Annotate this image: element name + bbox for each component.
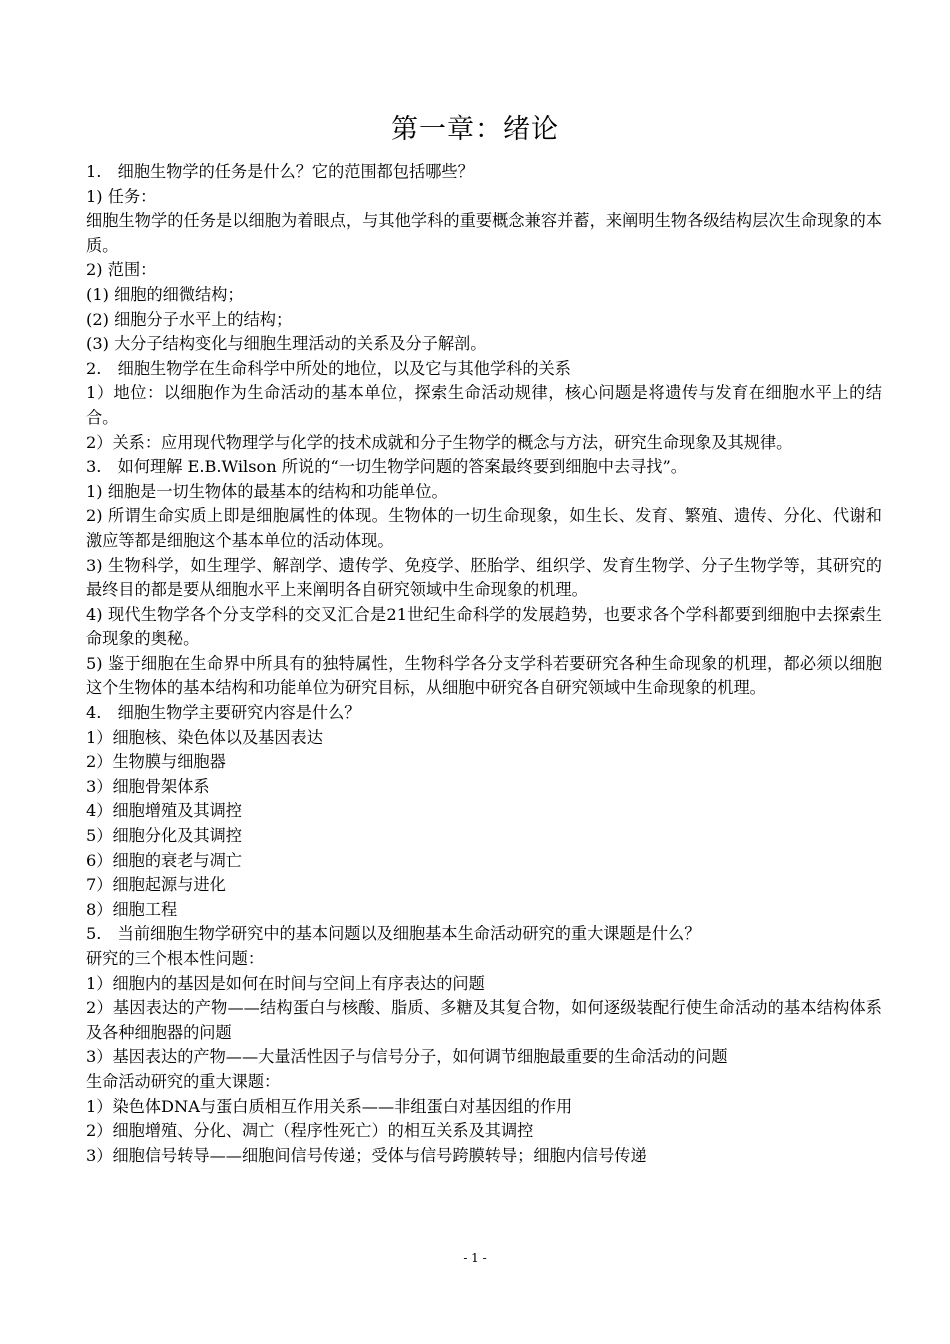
paragraph: 1）地位：以细胞作为生命活动的基本单位，探索生命活动规律，核心问题是将遗传与发育在细胞水平上的结合。 <box>86 383 882 427</box>
list-item: (2) 细胞分子水平上的结构； <box>86 309 293 329</box>
list-item: 8）细胞工程 <box>86 899 178 919</box>
document-body <box>86 160 882 1168</box>
paragraph: 细胞生物学的任务是以细胞为着眼点，与其他学科的重要概念兼容并蓄，来阐明生物各级结构层次生命现象的本质。 <box>86 211 882 255</box>
list-item: 3）基因表达的产物——大量活性因子与信号分子，如何调节细胞最重要的生命活动的问题 <box>86 1047 728 1067</box>
list-item: 2）细胞增殖、分化、凋亡（程序性死亡）的相互关系及其调控 <box>86 1121 534 1141</box>
question-1: 1. 细胞生物学的任务是什么？它的范围都包括哪些？ <box>86 162 474 181</box>
list-item: 3）细胞骨架体系 <box>86 776 210 796</box>
list-item: 2）生物膜与细胞器 <box>86 752 226 772</box>
list-item: (3) 大分子结构变化与细胞生理活动的关系及分子解剖。 <box>86 334 487 354</box>
list-item: 1）细胞核、染色体以及基因表达 <box>86 727 323 747</box>
list-item: (1) 细胞的细微结构； <box>86 284 244 304</box>
chapter-title: 第一章：绪论 <box>391 114 559 145</box>
list-item: 7）细胞起源与进化 <box>86 875 226 895</box>
paragraph: 5) 鉴于细胞在生命界中所具有的独特属性，生物科学各分支学科若要研究各种生命现象的机理，都必须以细胞这个生物体的基本结构和功能单位为研究目标，从细胞中研究各自研究领域中生命现象的机理。 <box>86 653 882 698</box>
paragraph: 2) 所谓生命实质上即是细胞属性的体现。生物体的一切生命现象，如生长、发育、繁殖、遗传、分化、代谢和激应等都是细胞这个基本单位的活动体现。 <box>86 506 882 550</box>
page-number: - 1 - <box>463 1251 487 1265</box>
section-label: 生命活动研究的重大课题： <box>86 1071 281 1091</box>
list-item: 2）基因表达的产物——结构蛋白与核酸、脂质、多糖及其复合物，如何逐级装配行使生命活动的基本结构体系及各种细胞器的问题 <box>86 998 882 1042</box>
paragraph: 2）关系：应用现代物理学与化学的技术成就和分子生物学的概念与方法，研究生命现象及其规律。 <box>86 432 793 452</box>
paragraph: 4) 现代生物学各个分支学科的交叉汇合是21世纪生命科学的发展趋势，也要求各个学科都要到细胞中去探索生命现象的奥秘。 <box>86 604 882 649</box>
section-label: 研究的三个根本性问题： <box>86 949 265 968</box>
question-3: 3. 如何理解 E.B.Wilson 所说的“一切生物学问题的答案最终要到细胞中去寻找”。 <box>86 457 687 477</box>
paragraph: 3) 生物科学，如生理学、解剖学、遗传学、免疫学、胚胎学、组织学、发育生物学、分子生物学等，其研究的最终目的都是要从细胞水平上来阐明各自研究领域中生命现象的机理。 <box>86 555 882 600</box>
paragraph: 2) 范围： <box>86 260 157 280</box>
paragraph: 1) 细胞是一切生物体的最基本的结构和功能单位。 <box>86 481 448 501</box>
list-item: 1）染色体DNA与蛋白质相互作用关系——非组蛋白对基因组的作用 <box>86 1096 573 1116</box>
list-item: 4）细胞增殖及其调控 <box>86 801 242 821</box>
list-item: 6）细胞的衰老与凋亡 <box>86 850 242 870</box>
paragraph: 1) 任务： <box>86 186 157 206</box>
list-item: 3）细胞信号转导——细胞间信号传递；受体与信号跨膜转导；细胞内信号传递 <box>86 1145 647 1165</box>
question-4: 4. 细胞生物学主要研究内容是什么？ <box>86 703 361 723</box>
question-5: 5. 当前细胞生物学研究中的基本问题以及细胞基本生命活动研究的重大课题是什么？ <box>86 924 701 944</box>
list-item: 5）细胞分化及其调控 <box>86 826 242 846</box>
question-2: 2. 细胞生物学在生命科学中所处的地位，以及它与其他学科的关系 <box>86 358 571 378</box>
list-item: 1）细胞内的基因是如何在时间与空间上有序表达的问题 <box>86 973 485 993</box>
